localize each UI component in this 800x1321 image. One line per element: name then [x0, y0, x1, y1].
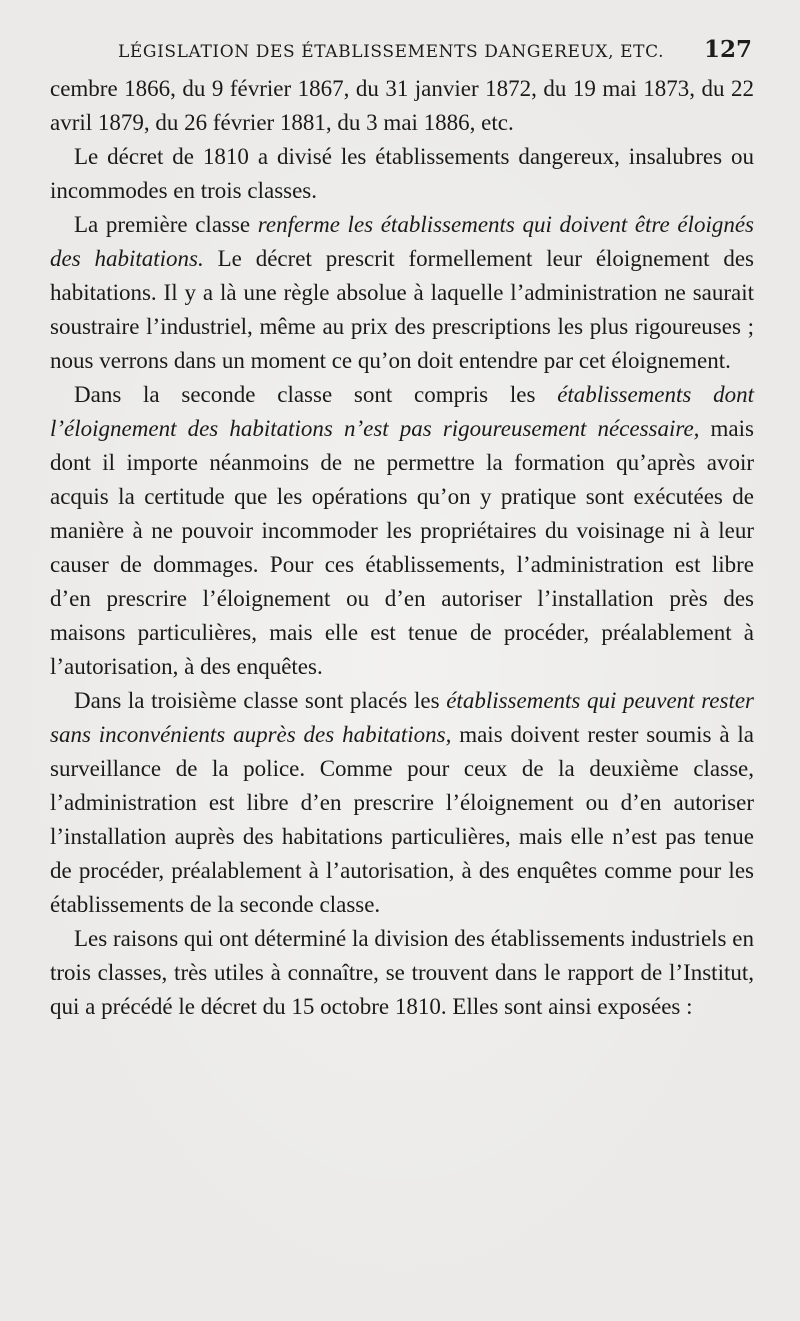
body-text: [50, 72, 754, 1024]
paragraph-5: [50, 922, 754, 1024]
text-segment: Dans la seconde classe sont compris les: [74, 382, 558, 407]
running-title: LÉGISLATION DES ÉTABLISSEMENTS DANGEREUX, ETC.: [118, 42, 665, 62]
text-segment: mais dont il importe néanmoins de ne permettre la formation qu’après avoir acquis la certitude que les opérations qu’on y pratique sont exécutées de manière à ne pouvoir incommoder les propriétaires du voisinage ni à leur causer de dommages. Pour ces établissements, l’administration est libre d’en prescrire l’éloignement ou d’en autoriser l’installation près des maisons particulières, mais elle est tenue de procéder, préalablement à l’autorisation, à des enquêtes.: [50, 416, 754, 679]
paragraph-2: [50, 208, 754, 378]
paragraph-3: [50, 378, 754, 684]
text-segment: Le décret de 1810 a divisé les établissements dangereux, insalubres ou incommodes en trois classes.: [50, 144, 754, 203]
text-segment: mais doivent rester soumis à la surveillance de la police. Comme pour ceux de la deuxième classe, l’administration est libre d’en prescrire l’éloignement ou d’en autoriser l’installation auprès des habitations particulières, mais elle n’est pas tenue de procéder, préalablement à l’autorisation, à des enquêtes comme pour les établissements de la seconde classe.: [50, 722, 755, 917]
text-segment: cembre 1866, du 9 février 1867, du 31 janvier 1872, du 19 mai 1873, du 22 avril 1879, du 26 février 1881, du 3 mai 1886, etc.: [50, 76, 754, 135]
paragraph-0: [50, 72, 754, 140]
italic-segment: renferme les établissements qui doivent être éloignés des habitations.: [50, 212, 754, 271]
paragraph-1: [50, 140, 754, 208]
italic-segment: établissements qui peuvent rester sans inconvénients auprès des habitations,: [50, 688, 754, 747]
text-segment: Les raisons qui ont déterminé la division des établissements industriels en trois classes, très utiles à connaître, se trouvent dans le rapport de l’Institut, qui a précédé le décret du 15 octobre 1810. Elles sont ainsi exposées :: [50, 926, 754, 1019]
text-segment: Dans la troisième classe sont placés les: [74, 688, 447, 713]
page-number: 127: [703, 36, 752, 63]
italic-segment: établissements dont l’éloignement des habitations n’est pas rigoureusement nécessaire,: [50, 382, 754, 441]
text-segment: La première classe: [74, 212, 258, 237]
running-header: [50, 36, 754, 72]
text-segment: Le décret prescrit formellement leur éloignement des habitations. Il y a là une règle absolue à laquelle l’administration ne saurait soustraire l’industriel, même au prix des prescriptions les plus rigoureuses ; nous verrons dans un moment ce qu’on doit entendre par cet éloignement.: [50, 246, 754, 373]
paragraph-4: [50, 684, 754, 922]
